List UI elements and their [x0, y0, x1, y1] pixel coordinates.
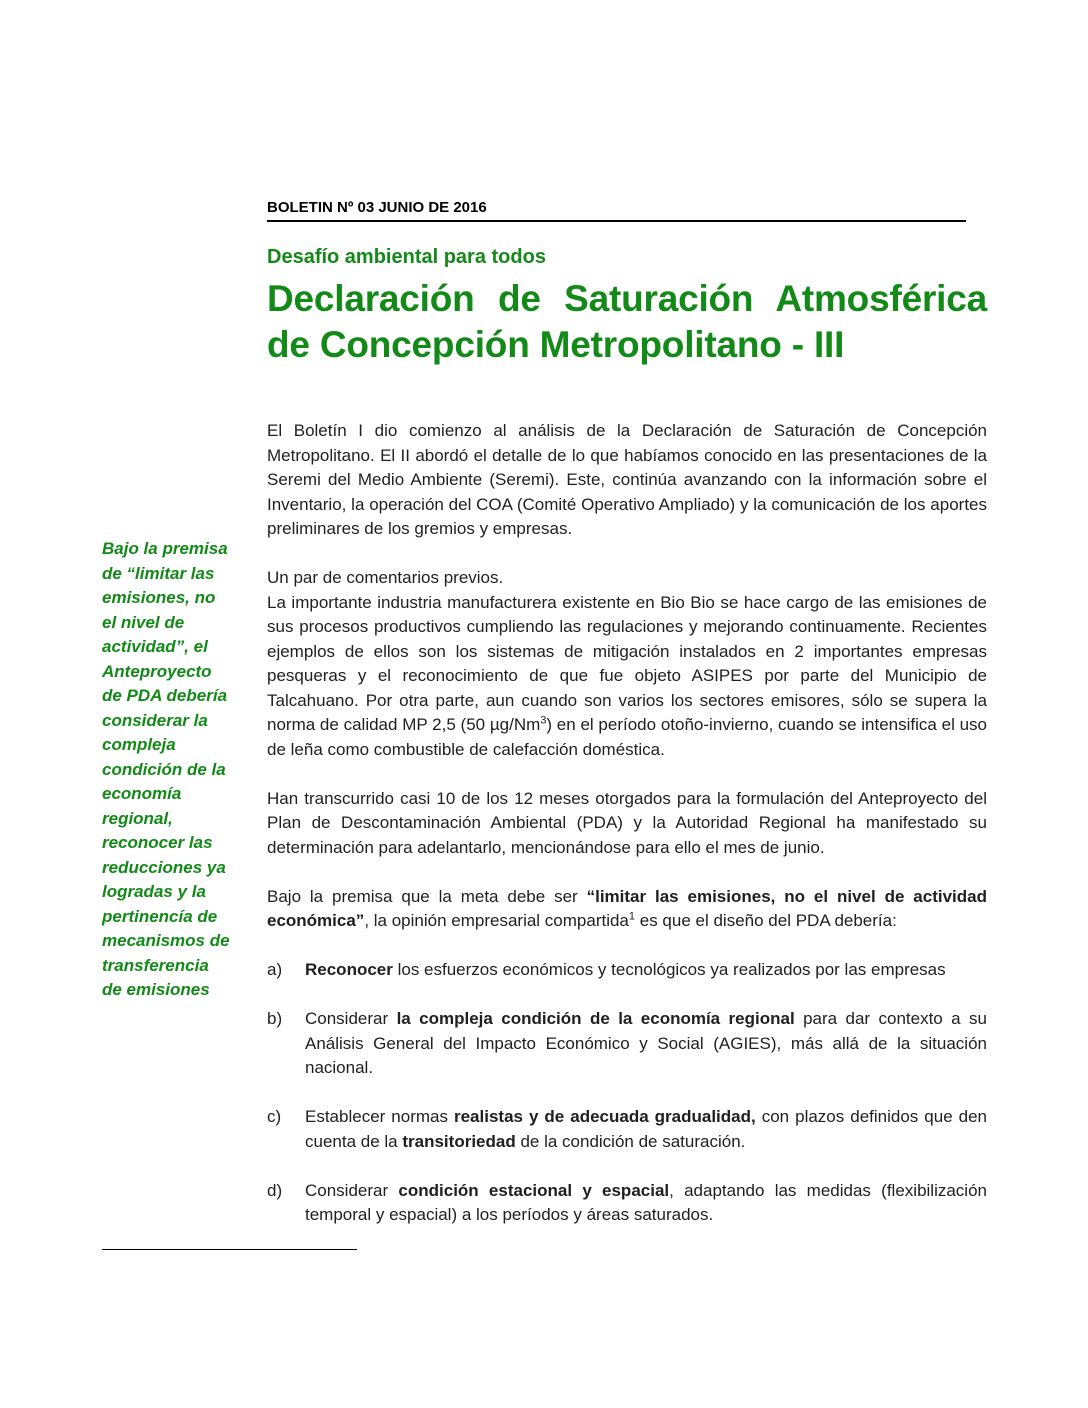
pull-quote-line: logradas y la	[102, 882, 206, 901]
pull-quote-line: compleja	[102, 735, 176, 754]
pull-quote-line: de “limitar las	[102, 563, 215, 583]
list-bold: transitoriedad	[402, 1131, 516, 1151]
list-item-c	[267, 1105, 987, 1154]
industry-paragraph	[267, 591, 987, 763]
pull-quote	[102, 537, 242, 1003]
premise-text-b: , la opinión empresarial compartida	[364, 911, 629, 930]
premise-bold: “limitar las emisiones, no el nivel de actividad económica”	[267, 886, 987, 930]
comments-heading: Un par de comentarios previos.	[267, 568, 504, 587]
pull-quote-line: reconocer las	[102, 833, 213, 852]
pull-quote-line: considerar la	[102, 710, 208, 730]
list-text: de la condición de saturación.	[515, 1131, 746, 1151]
list-content	[305, 1179, 987, 1228]
list-marker: d)	[267, 1180, 283, 1200]
list-text: los esfuerzos económicos y tecnológicos ya realizados por las empresas	[392, 960, 946, 979]
footnote-ref-1: 1	[628, 910, 636, 923]
list-content	[305, 1105, 987, 1154]
article-body	[267, 419, 987, 1228]
list-marker: a)	[267, 960, 283, 979]
list-bold: la compleja condición de la economía regional	[396, 1009, 795, 1028]
footnote-separator	[102, 1249, 357, 1250]
list-text: Establecer normas	[305, 1107, 454, 1126]
pull-quote-line: economía	[102, 784, 182, 803]
pull-quote-line: Bajo la premisa	[102, 539, 228, 558]
pull-quote-line: transferencia	[102, 955, 209, 975]
bulletin-header: BOLETIN Nº 03 JUNIO DE 2016	[267, 199, 966, 222]
pull-quote-line: reducciones ya	[102, 857, 226, 877]
list-text: Considerar	[305, 1180, 399, 1200]
pull-quote-line: de PDA debería	[102, 686, 228, 705]
pull-quote-line: de emisiones	[102, 980, 210, 999]
premise-text-c: es que el diseño del PDA debería:	[635, 911, 897, 930]
list-bold: condición estacional y espacial	[398, 1180, 670, 1200]
industry-text-b: ) en el período otoño-invierno, cuando se intensifica el uso de leña como combustible de calefacción doméstica.	[267, 715, 987, 759]
list-item-b	[267, 1007, 987, 1081]
pull-quote-line: regional,	[102, 808, 173, 828]
list-content	[305, 958, 987, 983]
pull-quote-line: mecanismos de	[102, 931, 230, 950]
pull-quote-line: Anteproyecto	[102, 661, 212, 681]
superscript-3: 3	[540, 714, 547, 727]
list-item-a	[267, 958, 987, 983]
list-text: para dar contexto a su Análisis General del Impacto Económico y Social (AGIES), más allá de la situación nacional.	[305, 1009, 987, 1077]
list-bold: Reconocer	[305, 960, 393, 979]
list-content	[305, 1007, 987, 1081]
list-marker: b)	[267, 1009, 283, 1028]
intro-paragraph: El Boletín I dio comienzo al análisis de la Declaración de Saturación de Concepción Metropolitano. El II abordó el detalle de lo que habíamos conocido en las presentaciones de la Seremi del Medio Ambiente (Seremi). Este, continúa avanzando con la información sobre el Inventario, la operación del COA (Comité Operativo Ampliado) y la comunicación de los aportes preliminares de los gremios y empresas.	[267, 421, 987, 538]
premise-text-a: Bajo la premisa que la meta debe ser	[267, 886, 587, 906]
list-text: con plazos definidos que den cuenta de la	[305, 1107, 987, 1151]
pull-quote-line: emisiones, no	[102, 588, 216, 607]
pull-quote-line: condición de la	[102, 759, 226, 779]
list-marker: c)	[267, 1107, 282, 1126]
pull-quote-line: actividad”, el	[102, 637, 208, 656]
list-bold: realistas y de adecuada gradualidad,	[453, 1107, 756, 1126]
pull-quote-line: pertinencía de	[102, 906, 218, 926]
kicker-subtitle: Desafío ambiental para todos	[267, 246, 546, 268]
list-text: Considerar	[305, 1009, 397, 1028]
page-title: Declaración de Saturación Atmosférica de Concepción Metropolitano - III	[267, 278, 987, 365]
timeline-paragraph: Han transcurrido casi 10 de los 12 meses otorgados para la formulación del Anteproyecto del Plan de Descontaminación Ambiental (PDA) y la Autoridad Regional ha manifestado su determinación para adelantarlo, mencionándose para ello el mes de junio.	[267, 788, 987, 857]
pull-quote-line: el nivel de	[102, 612, 185, 632]
list-item-d	[267, 1179, 987, 1228]
list-text: , adaptando las medidas (flexibilización temporal y espacial) a los períodos y áreas saturados.	[305, 1180, 987, 1224]
industry-text-a: La importante industria manufacturera existente en Bio Bio se hace cargo de las emisiones de sus procesos productivos cumpliendo las regulaciones y mejorando continuamente. Recientes ejemplos de ellos son los sistemas de mitigación instalados en 2 importantes empresas pesqueras y el reconocimiento de que fue objeto ASIPES por parte del Municipio de Talcahuano. Por otra parte, aun cuando son varios los sectores emisores, sólo se supera la norma de calidad MP 2,5 (50 µg/Nm	[267, 592, 987, 734]
premise-paragraph	[267, 885, 987, 934]
